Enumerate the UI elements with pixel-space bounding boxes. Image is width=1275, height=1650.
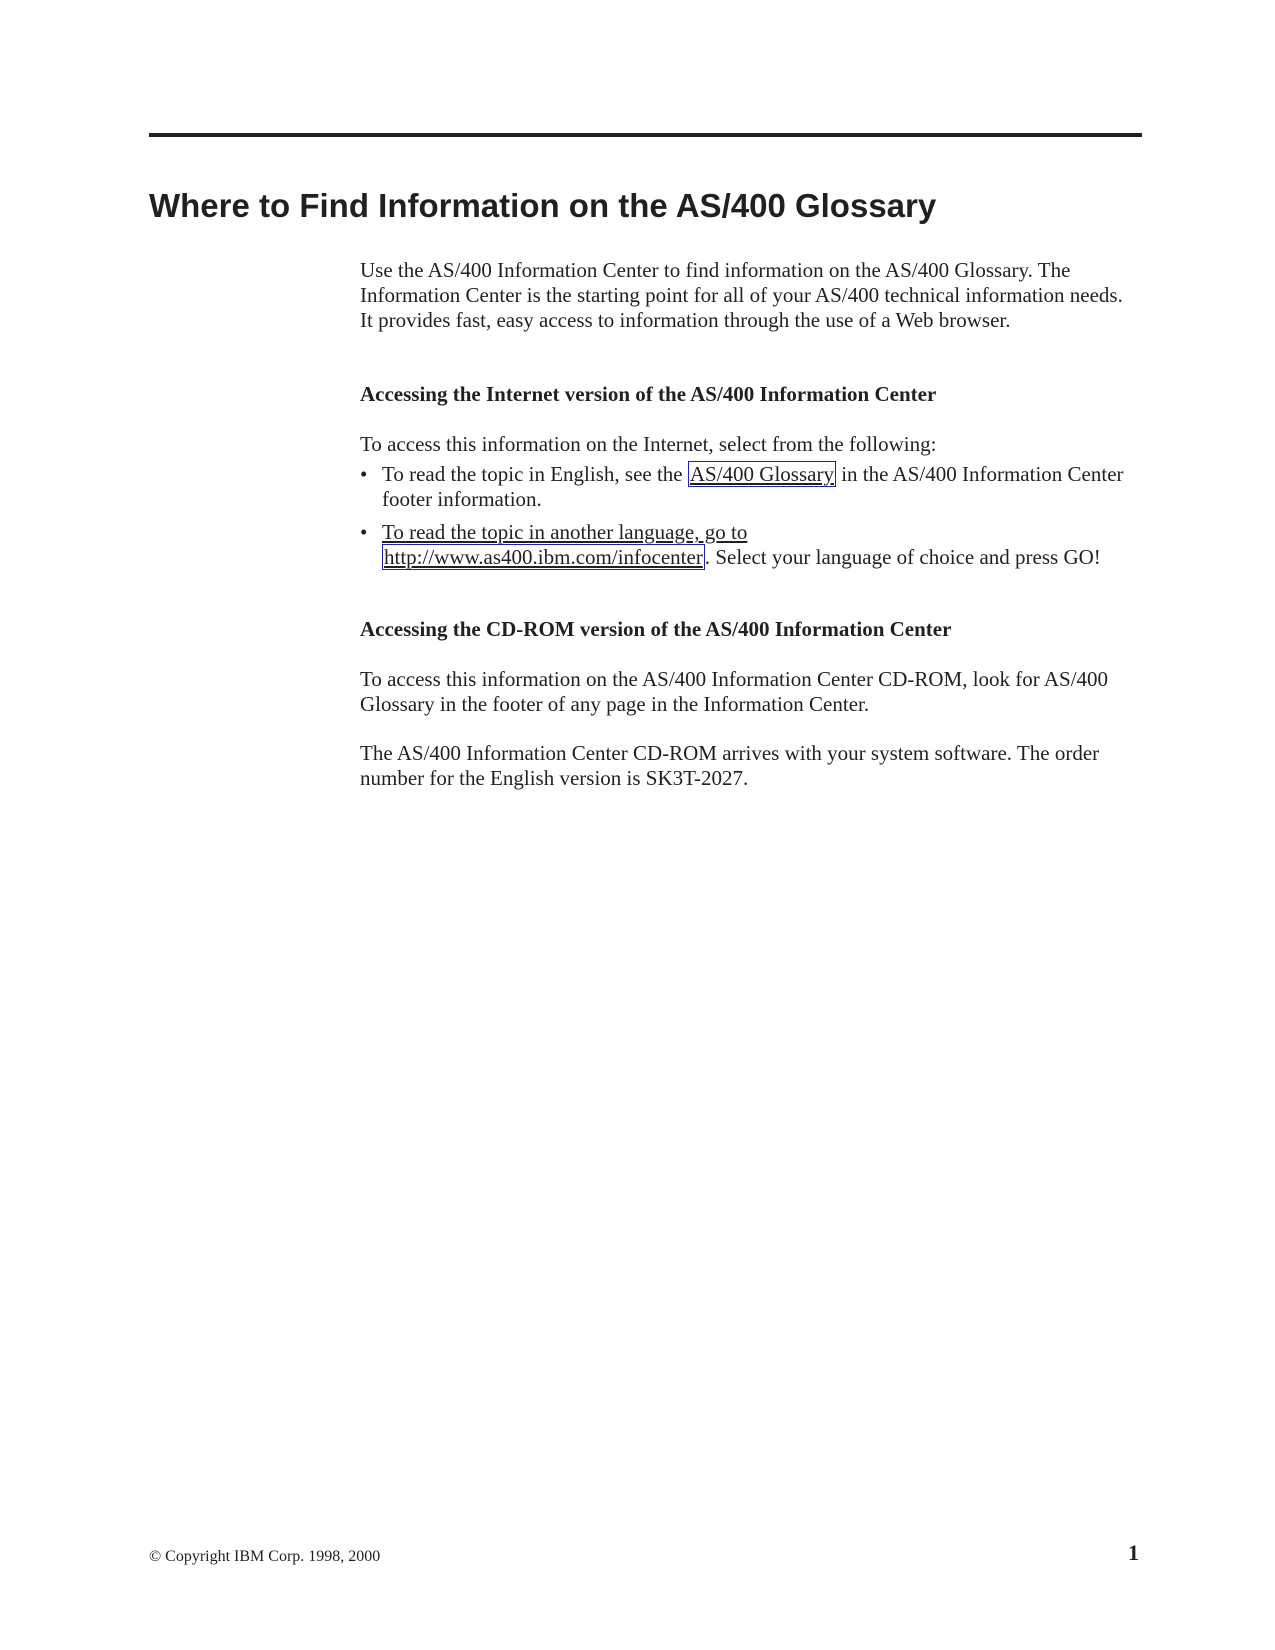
list-item [360,462,1140,512]
order-number-paragraph: The AS/400 Information Center CD-ROM arrives with your system software. The order number for the English version is SK3T-2027. [360,741,1100,790]
internet-section-heading: Accessing the Internet version of the AS/400 Information Center [360,382,937,406]
page-number: 1 [1128,1540,1139,1565]
internet-options-list [360,462,1140,570]
list-item [360,520,1140,570]
page-title: Where to Find Information on the AS/400 Glossary [149,187,937,224]
bullet-icon: • [360,520,368,544]
cdrom-paragraph: To access this information on the AS/400 Information Center CD-ROM, look for AS/400 Glossary in the footer of any page in the Information Center. [360,667,1109,716]
cdrom-section-heading: Accessing the CD-ROM version of the AS/400 Information Center [360,617,952,641]
internet-lead-paragraph: To access this information on the Internet, select from the following: [360,432,937,456]
bullet2-suffix: . Select your language of choice and press GO! [704,545,1101,569]
bullet1-suffix: in the AS/400 Information Center footer information. [382,462,1124,511]
bullet2-prefix: To read the topic in another language, go to [382,520,748,544]
copyright-footer: © Copyright IBM Corp. 1998, 2000 [149,1548,381,1565]
bullet1-prefix: To read the topic in English, see the [382,462,688,486]
intro-paragraph: Use the AS/400 Information Center to find information on the AS/400 Glossary. The Information Center is the starting point for all of your AS/400 technical information needs. It provides fast, easy access to information through the use of a Web browser. [360,258,1123,332]
top-rule [149,133,1142,137]
infocenter-url-link[interactable]: http://www.as400.ibm.com/infocenter [384,545,703,569]
as400-glossary-link[interactable]: AS/400 Glossary [689,462,834,486]
bullet-icon: • [360,462,368,486]
